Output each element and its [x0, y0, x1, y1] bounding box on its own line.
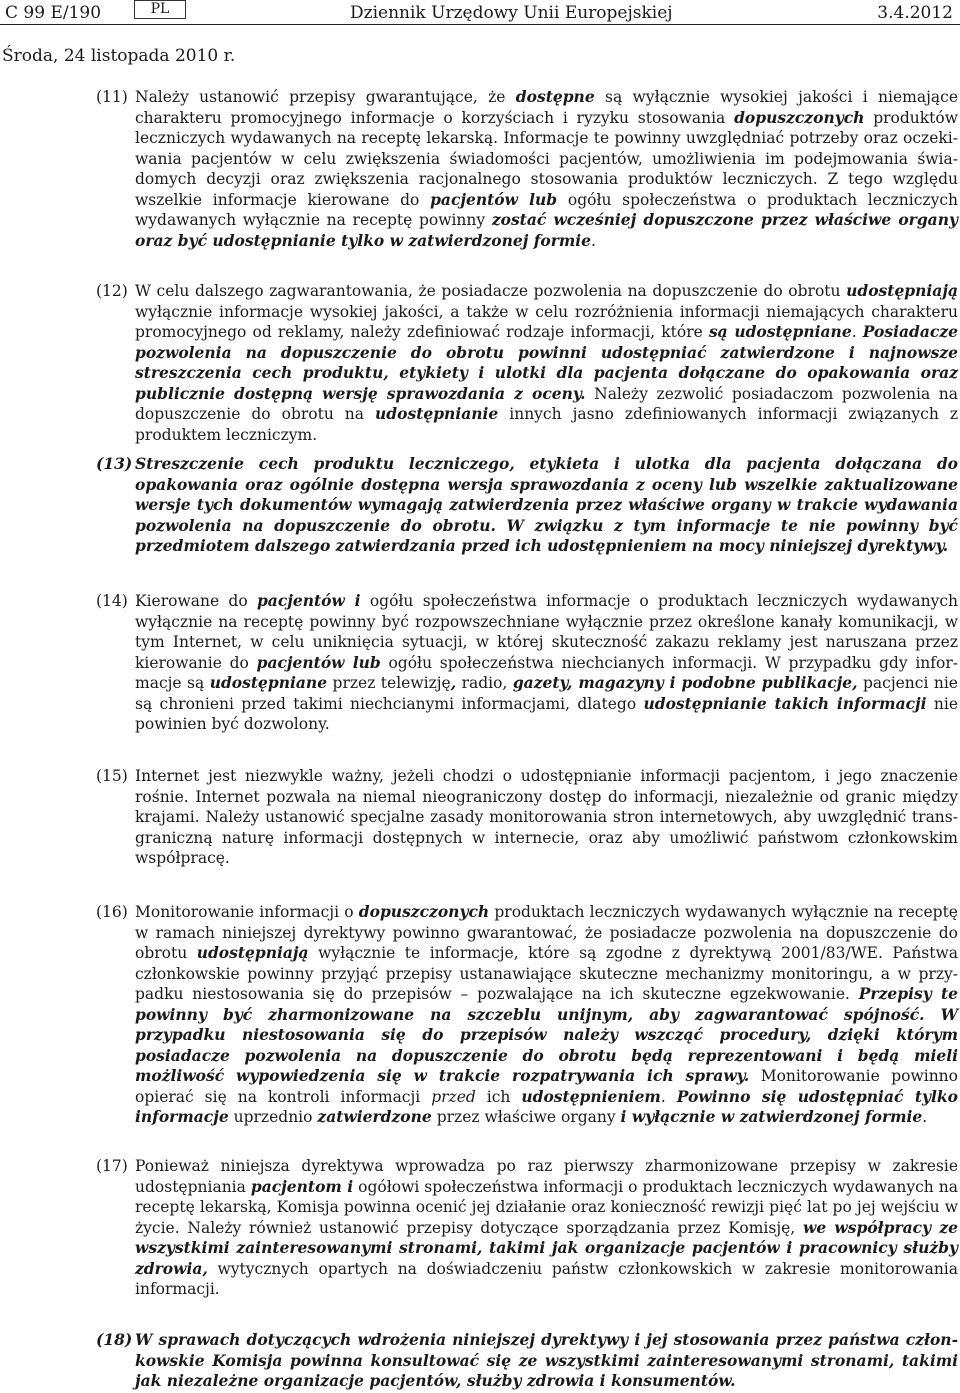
text-run: ogółu społeczeństwa o produktach leczniczych wydawanych wyłącznie na receptę powinny — [135, 190, 958, 229]
text-run: uprzednio — [228, 1108, 318, 1126]
amendment-run: udostępnieniem — [521, 1086, 661, 1106]
text-run: wyłącznie informacje wysokiej jakości, a także w celu rozróżnienia informacji niemających charakteru promocyjnego od reklamy, należy zdefiniować rodzaje informacji, które — [135, 302, 958, 341]
amendment-run: Powinno się udostępniać tylko informacje — [135, 1086, 958, 1126]
recital-text — [135, 591, 958, 735]
recital-14 — [96, 591, 960, 735]
amendment-run: są udostępniane — [708, 322, 852, 341]
amendment-run: zostać wcześniej dopuszczone przez właściwe organy oraz być udostępnianie tylko w zatwierdzonej formie — [135, 210, 958, 250]
recital-number: (15) — [96, 767, 128, 785]
recital-number: (16) — [96, 903, 128, 921]
recital-16 — [96, 902, 960, 1128]
text-run: . — [922, 1108, 928, 1126]
recital-number: (11) — [96, 88, 128, 106]
recital-12 — [96, 281, 960, 445]
amendment-run: pacjentów i — [256, 591, 361, 610]
journal-reference: C 99 E/190 — [5, 3, 102, 23]
text-run: Monitorowanie informacji o — [135, 903, 359, 921]
amendment-run: pacjentom i — [250, 1176, 354, 1196]
text-run: . — [660, 1087, 677, 1106]
amendment-run: dopuszczonych — [734, 107, 865, 127]
text-run: W celu dalszego zagwarantowania, że posiadacze pozwolenia na dopuszczenie do obrotu — [135, 282, 847, 300]
text-run: Należy zezwolić posiadaczom pozwolenia na dopuszczenie do obrotu na — [135, 384, 958, 423]
recital-text — [135, 902, 958, 1128]
recital-number: (12) — [96, 282, 128, 300]
amendment-run: W sprawach dotyczących wdrożenia niniejszej dyrektywy i jej stosowania przez państwa członkowskie Komisja powinna konsultować się ze wszystkimi zainteresowanymi stronami, takimi jak niezależne organizacje pacjentów, służby zdrowia i konsumentów. — [135, 1330, 958, 1390]
text-run: Monitorowanie powinno opierać się na kontroli informacji — [135, 1067, 958, 1106]
text-run: pacjenci nie są chronieni przed takimi niechcianymi informacjami, dlatego — [135, 674, 958, 713]
recital-text — [135, 766, 958, 869]
recital-number: (17) — [96, 1157, 128, 1175]
amendment-run: udostępniają — [846, 281, 958, 300]
amendment-run: dopuszczonych — [358, 902, 490, 921]
text-run: innych jasno zdefiniowanych informacji związanych z produktem leczniczym. — [135, 405, 958, 444]
header-rule — [0, 24, 960, 25]
session-date: Środa, 24 listopada 2010 r. — [2, 46, 236, 66]
text-run: Należy ustanowić przepisy gwarantujące, że — [135, 88, 516, 106]
publication-date: 3.4.2012 — [877, 3, 953, 23]
page-header — [0, 0, 960, 30]
text-run: przez telewizję — [327, 674, 451, 692]
amendment-run: dostępne — [515, 87, 595, 106]
language-code-box: PL — [134, 0, 186, 19]
recital-number: (14) — [96, 592, 128, 610]
recital-text — [135, 1330, 958, 1392]
amendment-run: we współpracy ze wszystkimi zainteresowanymi stronami, takimi jak organizacje pacjentów i pracownicy służby zdrowia, — [135, 1217, 958, 1278]
recital-text — [135, 454, 958, 557]
amendment-run: pacjentów lub — [256, 652, 381, 672]
recital-17 — [96, 1156, 960, 1300]
amendment-run: zatwierdzone — [317, 1107, 432, 1126]
recital-number: (13) — [96, 454, 133, 473]
recital-text — [135, 281, 958, 445]
recital-11 — [96, 87, 960, 251]
text-run: Ponieważ niniejsza dyrektywa wprowadza po raz pierwszy zharmonizowane przepisy w zakresie udostępniania — [135, 1157, 958, 1196]
amendment-run: i wyłącznie w zatwierdzonej formie — [620, 1107, 923, 1126]
text-run: wyłącznie te informacje, które są zgodne z dyrektywą 2001/83/WE. Państwa członkowskie powinny przyjąć przepisy ustanawiające skuteczne mechanizmy monitoringu, a w przypadku niestosowania się do przepisów – pozwalające na ich skuteczne egzekwowanie. — [135, 944, 959, 1003]
text-run: nie powinien być dozwolony. — [135, 694, 958, 733]
amendment-run: udostępnianie takich informacji — [643, 693, 927, 713]
amendment-run: Przepisy te powinny być zharmonizowane na szczeblu unijnym, aby zagwarantować spójność. W przypadku niestosowania się do przepisów należy wszcząć procedury, dzięki którym posiadacze pozwolenia na dopuszczenie do obrotu będą reprezentowani i będą mieli możliwość wypowiedzenia się w trakcie rozpatrywania ich sprawy. — [135, 984, 958, 1085]
amendment-run: , — [450, 673, 457, 692]
text-run: Internet jest niezwykle ważny, jeżeli chodzi o udostępnianie informacji pacjentom, i jego znaczenie rośnie. Internet pozwala na niemal nieograniczony dostęp do informacji, niezależnie od granic między krajami. Należy ustanowić specjalne zasady monitorowania stron internetowych, aby uwzględnić transgraniczną naturę informacji dostępnych w internecie, oraz aby umożliwić państwom członkowskim współpracę. — [135, 767, 958, 867]
amendment-run: gazety, magazyny i podobne publikacje, — [512, 673, 858, 692]
amendment-run: pacjentów lub — [430, 189, 558, 209]
amendment-run: Posiadacze pozwolenia na dopuszczenie do obrotu powinni udostępniać zatwierdzone i najnowsze streszczenia cech produktu, etykiety i ulotki dla pacjenta dołączane do opakowania oraz publicznie dostępną wersję sprawozdania z oceny. — [135, 322, 958, 403]
text-run: Kierowane do — [135, 592, 257, 610]
text-run: ogółu społeczeństwa niechcianych informacji. W przypadku gdy informacje są — [135, 653, 958, 692]
text-run: produktów leczniczych wydawanych na receptę lekarską. Informacje te powinny uwzględniać potrzeby oraz oczekiwania pacjentów w celu zwiększenia świadomości pacjentów, umożliwienia im podejmowania świadomych decyzji oraz zwiększenia racjonalnego stosowania produktów leczniczych. Z tego względu wszelkie informacje kierowane do — [135, 108, 958, 209]
text-run: produktach leczniczych wydawanych wyłącznie na receptę w ramach niniejszej dyrektywy powinno gwarantować, że posiadacze pozwolenia na dopuszczenie do obrotu — [135, 903, 958, 962]
text-run: przez właściwe organy — [431, 1108, 621, 1126]
recital-text — [135, 87, 958, 251]
italic-run: przed — [431, 1087, 476, 1106]
text-run: . — [851, 323, 863, 341]
amendment-run: udostępnianie — [375, 404, 499, 423]
journal-title: Dziennik Urzędowy Unii Europejskiej — [350, 3, 673, 23]
text-run: są wyłącznie wysokiej jakości i niemające charakteru promocyjnego informacje o korzyściach i ryzyku stosowania — [135, 88, 958, 127]
recital-number: (18) — [96, 1330, 133, 1349]
text-run: ich — [475, 1087, 522, 1106]
text-run: ogółowi społeczeństwa informacji o produktach leczniczych wydawanych na receptę lekarską, Komisja powinna ocenić jej działanie oraz konieczność rewizji pięć lat po jej wejściu w życie. Należy również ustanowić przepisy dotyczące sporządzania przez Komisję, — [135, 1177, 958, 1237]
amendment-run: Streszczenie cech produktu leczniczego, etykieta i ulotka dla pacjenta dołączana do opakowania oraz ogólnie dostępna wersja sprawozdania z oceny lub wszelkie zaktualizowane wersje tych dokumentów wymagają zatwierdzenia przez właściwe organy w trakcie wydawania pozwolenia na dopuszczenie do obrotu. W związku z tym informacje te nie powinny być przedmiotem dalszego zatwierdzania przed ich udostępnieniem na mocy niniejszej dyrektywy. — [135, 454, 958, 555]
amendment-run: udostępniają — [196, 943, 309, 962]
recital-18 — [96, 1330, 960, 1392]
text-run: . — [591, 231, 596, 250]
recital-15 — [96, 766, 960, 869]
amendment-run: udostępniane — [209, 673, 328, 692]
text-run: radio, — [456, 674, 513, 692]
recital-13 — [96, 454, 960, 557]
text-run: wytycznych opartych na doświadczeniu państw członkowskich w zakresie monitorowania informacji. — [135, 1259, 958, 1298]
recital-text — [135, 1156, 958, 1300]
text-run: ogółu społeczeństwa informacje o produktach leczniczych wydawanych wyłącznie na receptę powinny być rozpowszechniane wyłącznie przez określone kanały komunikacji, w tym Internet, w celu uniknięcia sytuacji, w której skuteczność zakazu reklamy jest naruszana przez kierowanie do — [135, 592, 958, 672]
